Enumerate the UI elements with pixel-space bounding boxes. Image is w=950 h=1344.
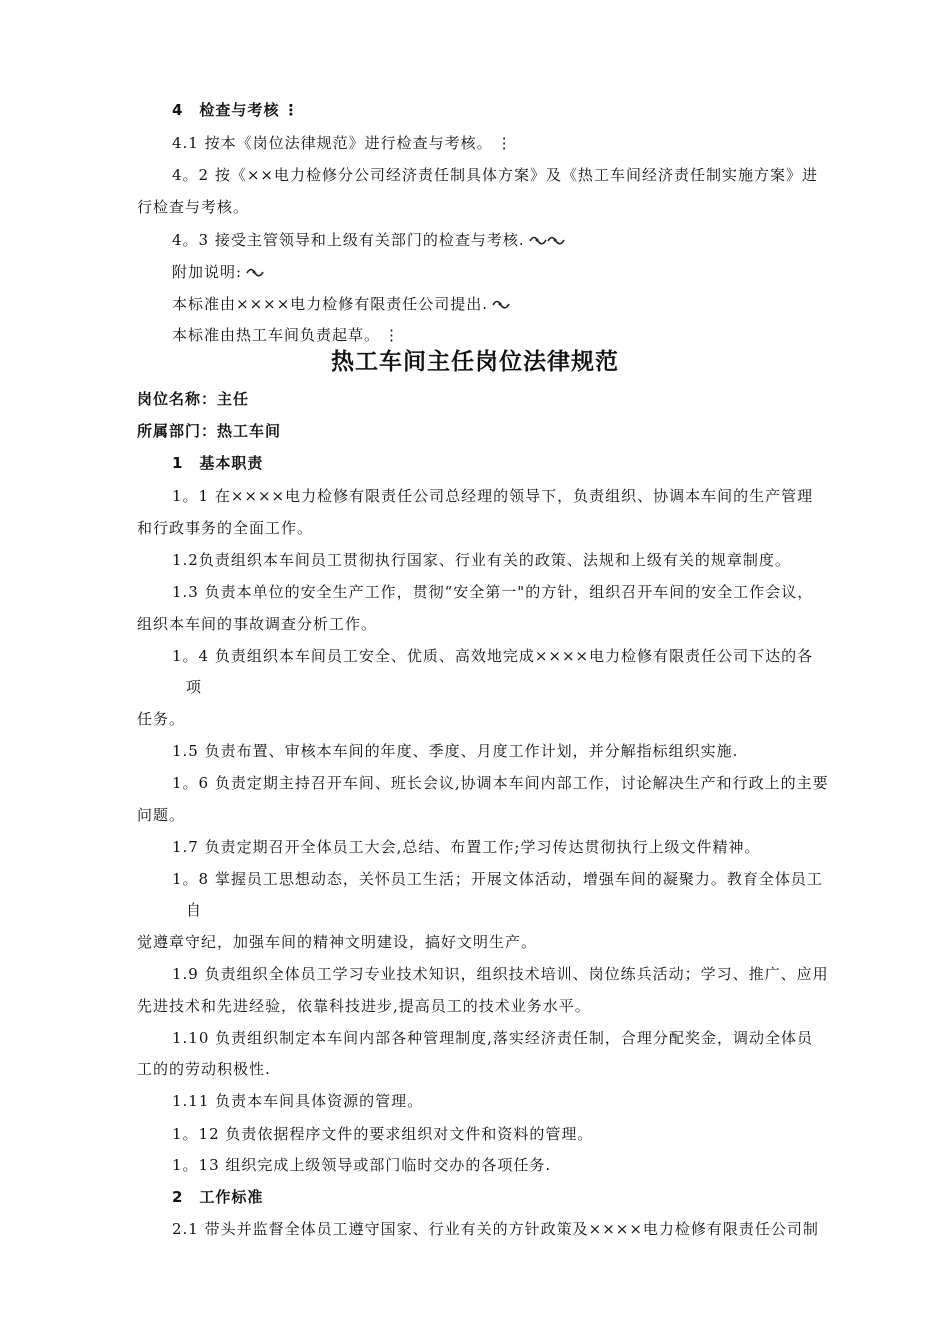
- paragraph-mark-icon: ⋮: [384, 326, 401, 344]
- paragraph-1-6-line1: 1。6 负责定期主持召开车间、班长会议,协调本车间内部工作，讨论解决生产和行政上的主要: [172, 774, 829, 792]
- paragraph-1-8-line2: 自: [186, 901, 203, 919]
- paragraph-1-2: 1.2负责组织本车间员工贯彻执行国家、行业有关的政策、法规和上级有关的规章制度。: [172, 551, 791, 569]
- paragraph-1-9-line1: 1.9 负责组织全体员工学习专业技术知识，组织技术培训、岗位练兵活动；学习、推广、应用: [172, 965, 829, 983]
- paragraph-1-3-line1: 1.3 负责本单位的安全生产工作，贯彻“安全第一"的方针，组织召开车间的安全工作会议，: [172, 583, 814, 601]
- paragraph-mark-icon: ⋮: [496, 134, 513, 152]
- swirl-mark-icon: [245, 265, 264, 285]
- paragraph-1-4-line3: 任务。: [137, 710, 186, 728]
- paragraph-1-7: 1.7 负责定期召开全体员工大会,总结、布置工作;学习传达贯彻执行上级文件精神。: [172, 838, 761, 856]
- section-4-heading: 4 检查与考核 ⋮: [172, 101, 300, 119]
- paragraph-1-4-line1: 1。4 负责组织本车间员工安全、优质、高效地完成××××电力检修有限责任公司下达的各: [172, 647, 814, 665]
- paragraph-1-9-line2: 先进技术和先进经验，依靠科技进步,提高员工的技术业务水平。: [137, 997, 591, 1015]
- paragraph-1-4-line2: 项: [186, 678, 203, 696]
- paragraph-1-3-line2: 组织本车间的事故调查分析工作。: [137, 615, 378, 633]
- paragraph-2-1-line1: 2.1 带头并监督全体员工遵守国家、行业有关的方针政策及××××电力检修有限责任公司制: [172, 1220, 819, 1238]
- paragraph-1-11: 1.11 负责本车间具体资源的管理。: [172, 1092, 424, 1110]
- paragraph-mark-icon: ⋮: [283, 101, 300, 119]
- swirl-mark-icon: [528, 233, 566, 253]
- paragraph-1-13: 1。13 组织完成上级领导或部门临时交办的各项任务.: [172, 1156, 552, 1174]
- paragraph-1-8-line3: 觉遵章守纪，加强车间的精神文明建设，搞好文明生产。: [137, 933, 538, 951]
- section-1-heading: 1 基本职责: [172, 454, 264, 472]
- swirl-mark-icon: [491, 297, 510, 317]
- paragraph-4-2-line1: 4。2 按《××电力检修分公司经济责任制具体方案》及《热工车间经济责任制实施方案》进: [172, 166, 818, 184]
- paragraph-4-3: 4。3 接受主管领导和上级有关部门的检查与考核.: [172, 230, 566, 253]
- paragraph-1-12: 1。12 负责依据程序文件的要求组织对文件和资料的管理。: [172, 1125, 594, 1143]
- post-name: 岗位名称：主任: [137, 390, 250, 408]
- paragraph-4-1: 4.1 按本《岗位法律规范》进行检查与考核。 ⋮: [172, 134, 513, 152]
- section-2-heading: 2 工作标准: [172, 1188, 264, 1206]
- document-title: 热工车间主任岗位法律规范: [331, 349, 619, 375]
- department-name: 所属部门：热工车间: [137, 422, 282, 440]
- paragraph-1-1-line2: 和行政事务的全面工作。: [137, 519, 314, 537]
- drafted-by-line: 本标准由热工车间负责起草。 ⋮: [172, 326, 401, 344]
- paragraph-1-1-line1: 1。1 在××××电力检修有限责任公司总经理的领导下，负责组织、协调本车间的生产管理: [172, 487, 814, 505]
- paragraph-1-8-line1: 1。8 掌握员工思想动态，关怀员工生活；开展文体活动，增强车间的凝聚力。教育全体员工: [172, 870, 823, 888]
- paragraph-1-10-line1: 1.10 负责组织制定本车间内部各种管理制度,落实经济责任制，合理分配奖金，调动全体员: [172, 1029, 813, 1047]
- paragraph-1-10-line2: 工的的劳动积极性.: [137, 1060, 271, 1078]
- proposed-by-line: 本标准由××××电力检修有限责任公司提出.: [172, 294, 510, 317]
- paragraph-1-6-line2: 问题。: [137, 806, 186, 824]
- paragraph-1-5: 1.5 负责布置、审核本车间的年度、季度、月度工作计划，并分解指标组织实施.: [172, 742, 739, 760]
- paragraph-4-2-line2: 行检查与考核。: [137, 198, 250, 216]
- additional-note: 附加说明:: [172, 262, 264, 285]
